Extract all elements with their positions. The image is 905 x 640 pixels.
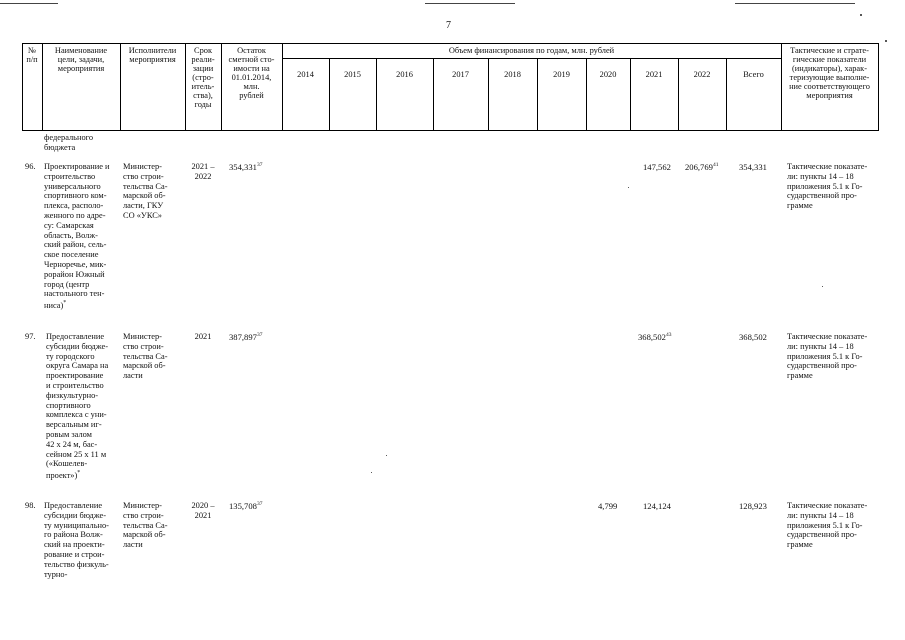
row-value-2020: 4,799 [598,501,618,511]
row-name: Предоставление субсидии бюдже- ту муниципально- го района Волж- ский на проекти- рование и строи- тельство физкуль- турно- [44,501,109,579]
top-border-mid [425,3,515,4]
row-number: 97. [25,332,36,341]
row-indicators: Тактические показате- ли: пункты 14 – 18 приложения 5.1 к Го- сударственной про- грамме [787,332,868,381]
row-remaining-cost: 135,708$^{37}$ [229,501,263,511]
scan-speck [885,40,887,42]
top-border-right [735,3,855,4]
row-number: 96. [25,162,36,171]
row-term: 2021 [194,332,212,341]
header-year-2019: 2019 [553,70,570,79]
row-total: 128,923 [739,501,767,511]
header-term: Срок реали- зации (стро- итель- ства), годы [191,46,215,109]
row-term: 2020 – 2021 [191,501,215,520]
carryover-text: федерального бюджета [44,133,94,152]
scan-speck [386,455,387,456]
header-year-2020: 2020 [599,70,617,79]
row-remaining-cost: 354,331$^{37}$ [229,162,263,172]
header-year-2018: 2018 [504,70,521,79]
row-indicators: Тактические показате- ли: пункты 14 – 18 приложения 5.1 к Го- сударственной про- грамме [787,501,868,550]
row-executors: Министер- ство строи- тельства Са- марской об- ласти, ГКУ СО «УКС» [123,162,168,220]
header-no: № п/п [26,46,38,64]
header-name: Наименование цели, задачи, мероприятия [54,46,108,73]
header-year-2016: 2016 [396,70,413,79]
header-year-2017: 2017 [452,70,469,79]
header-remaining-cost: Остаток сметной сто- имости на 01.01.2014, млн. рублей [228,46,275,100]
top-border-left [0,3,58,4]
row-number: 98. [25,501,36,510]
header-executors: Исполнители мероприятия [128,46,177,64]
scan-speck [628,187,629,188]
header-funding: Объем финансирования по годам, млн. рублей [448,46,615,55]
row-executors: Министер- ство строи- тельства Са- марской об- ласти [123,332,168,381]
scan-speck [822,286,823,287]
row-value-2021: 124,124 [643,501,671,511]
header-year-2021: 2021 [645,70,663,79]
row-value-2022: 206,769$^{41}$ [685,162,719,172]
row-indicators: Тактические показате- ли: пункты 14 – 18 приложения 5.1 к Го- сударственной про- грамме [787,162,868,211]
row-value-2021: 147,562 [643,162,671,172]
header-year-2015: 2015 [344,70,361,79]
row-total: 368,502 [739,332,767,342]
header-total: Всего [743,70,764,79]
row-remaining-cost: 387,897$^{37}$ [229,332,263,342]
row-name: Предоставление субсидии бюдже- ту городского округа Самара на проектирование и строительство физкультурно- спортивного комплекса с уни- версальным иг- ровым залом 42 х 24 м, бас- сейном 25 х 11 м («Кошелев- проект»)* [46,332,109,480]
row-total: 354,331 [739,162,767,172]
row-value-2021: 368,502$^{43}$ [638,332,672,342]
header-year-2022: 2022 [693,70,711,79]
row-term: 2021 – 2022 [191,162,215,181]
scan-speck [371,472,372,473]
row-executors: Министер- ство строи- тельства Са- марской об- ласти [123,501,168,550]
scan-speck [860,14,862,16]
header-indicators: Тактические и страте- гические показатели (индикаторы), харак- теризующие выполне- ние соответствующего мероприятия [789,46,870,100]
row-name: Проектирование и строительство универсального спортивного ком- плекса, располо- женного по адре- су: Самарская область, Волж- ский район, сель- ское поселение Черноречье, мик- рорайон Южный город (центр настольного тен- ниса)* [44,162,110,310]
page-number: 7 [446,20,451,31]
header-year-2014: 2014 [297,70,314,79]
